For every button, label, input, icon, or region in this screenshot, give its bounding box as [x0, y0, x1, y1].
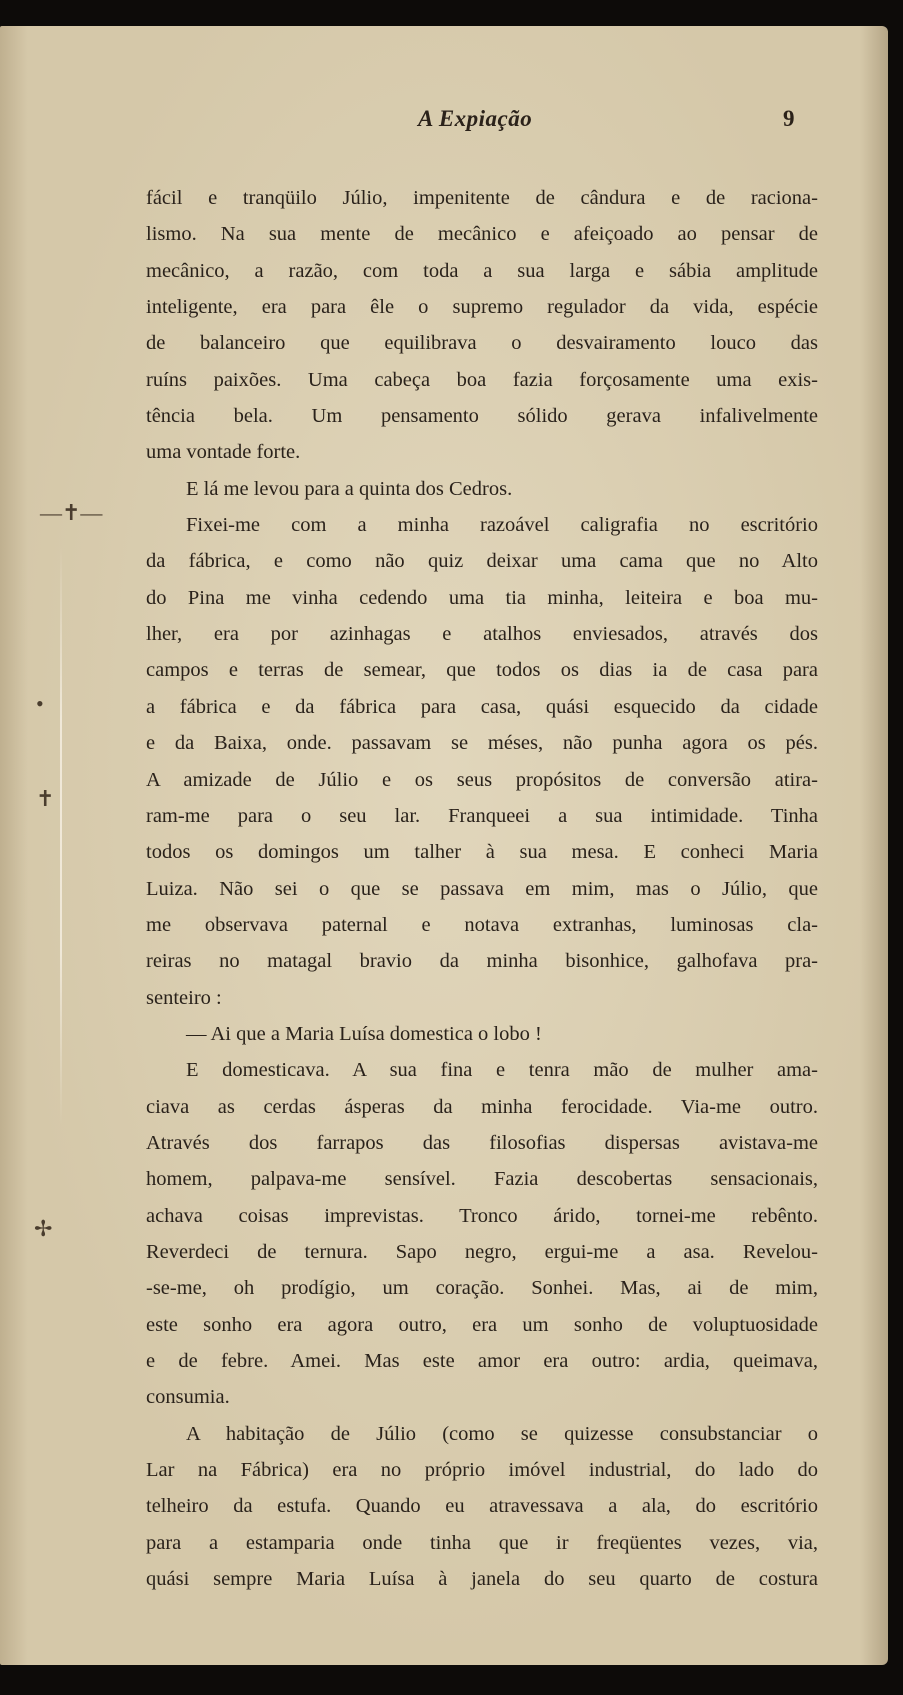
- text-line: para a estamparia onde tinha que ir freqüentes vezes, via,: [146, 1531, 818, 1554]
- text-line: A amizade de Júlio e os seus propósitos de conversão atira-: [146, 768, 818, 791]
- text-line: e de febre. Amei. Mas este amor era outro: ardia, queimava,: [146, 1350, 818, 1372]
- text-line: -se-me, oh prodígio, um coração. Sonhei. Mas, ai de mim,: [146, 1277, 818, 1300]
- margin-marks: [0, 26, 140, 1665]
- text-line: E lá me levou para a quinta dos Cedros.: [186, 477, 513, 500]
- text-line: uma vontade forte.: [146, 441, 301, 464]
- text-line: ciava as cerdas ásperas da minha ferocidade. Via-me outro.: [146, 1095, 818, 1118]
- text-line: Fixei-me com a minha razoável caligrafia no escritório: [186, 514, 818, 537]
- book-page: [0, 26, 888, 1665]
- body-text: [146, 180, 818, 1597]
- margin-cross-mark: ✢: [34, 1216, 53, 1241]
- text-line: lher, era por azinhagas e atalhos enviesados, através dos: [146, 623, 818, 646]
- text-line: Reverdeci de ternura. Sapo negro, ergui-me a asa. Revelou-: [146, 1240, 818, 1263]
- paper-fold-line: [60, 546, 62, 1126]
- text-line: quási sempre Maria Luísa à janela do seu quarto de costura: [146, 1568, 818, 1591]
- margin-dot-mark: •: [36, 691, 44, 716]
- text-line: Lar na Fábrica) era no próprio imóvel industrial, do lado do: [146, 1459, 818, 1482]
- text-line: a fábrica e da fábrica para casa, quási esquecido da cidade: [146, 695, 818, 718]
- text-line: A habitação de Júlio (como se quizesse consubstanciar o: [186, 1422, 818, 1445]
- text-line: do Pina me vinha cedendo uma tia minha, leiteira e boa mu-: [146, 586, 818, 609]
- text-line: inteligente, era para êle o supremo regulador da vida, espécie: [146, 296, 818, 319]
- text-line: homem, palpava-me sensível. Fazia descobertas sensacionais,: [146, 1168, 818, 1191]
- text-line: da fábrica, e como não quiz deixar uma cama que no Alto: [146, 550, 818, 573]
- text-line: Luiza. Não sei o que se passava em mim, mas o Júlio, que: [146, 877, 818, 900]
- running-title: A Expiação: [418, 106, 533, 131]
- text-line: e da Baixa, onde. passavam se méses, não punha agora os pés.: [146, 732, 818, 755]
- margin-figure-mark: ✝: [36, 786, 55, 811]
- text-line: lismo. Na sua mente de mecânico e afeiçoado ao pensar de: [146, 223, 818, 246]
- text-line: Através dos farrapos das filosofias dispersas avistava-me: [146, 1131, 818, 1154]
- text-line: mecânico, a razão, com toda a sua larga e sábia amplitude: [146, 259, 818, 282]
- text-line: este sonho era agora outro, era um sonho de voluptuosidade: [146, 1313, 818, 1336]
- text-line: fácil e tranqüilo Júlio, impenitente de cândura e de raciona-: [146, 187, 818, 209]
- text-line: — Ai que a Maria Luísa domestica o lobo !: [186, 1022, 542, 1045]
- text-line: ruíns paixões. Uma cabeça boa fazia forçosamente uma exis-: [146, 368, 818, 391]
- text-line: de balanceiro que equilibrava o desvairamento louco das: [146, 332, 818, 355]
- page-header: [0, 98, 888, 138]
- margin-dash-mark: —✝—: [40, 500, 103, 525]
- text-line: E domesticava. A sua fina e tenra mão de mulher ama-: [186, 1059, 818, 1082]
- text-line: ram-me para o seu lar. Franqueei a sua intimidade. Tinha: [146, 804, 818, 827]
- text-line: telheiro da estufa. Quando eu atravessava a ala, do escritório: [146, 1495, 818, 1518]
- text-line: consumia.: [146, 1386, 230, 1409]
- text-line: reiras no matagal bravio da minha bisonhice, galhofava pra-: [146, 950, 818, 973]
- text-line: todos os domingos um talher à sua mesa. E conheci Maria: [146, 841, 818, 864]
- text-line: senteiro :: [146, 986, 222, 1009]
- text-line: me observava paternal e notava extranhas, luminosas cla-: [146, 913, 818, 936]
- page-number: 9: [783, 106, 795, 131]
- text-line: tência bela. Um pensamento sólido gerava infalivelmente: [146, 405, 818, 428]
- text-line: campos e terras de semear, que todos os dias ia de casa para: [146, 659, 818, 682]
- text-line: achava coisas imprevistas. Tronco árido, tornei-me rebênto.: [146, 1204, 818, 1227]
